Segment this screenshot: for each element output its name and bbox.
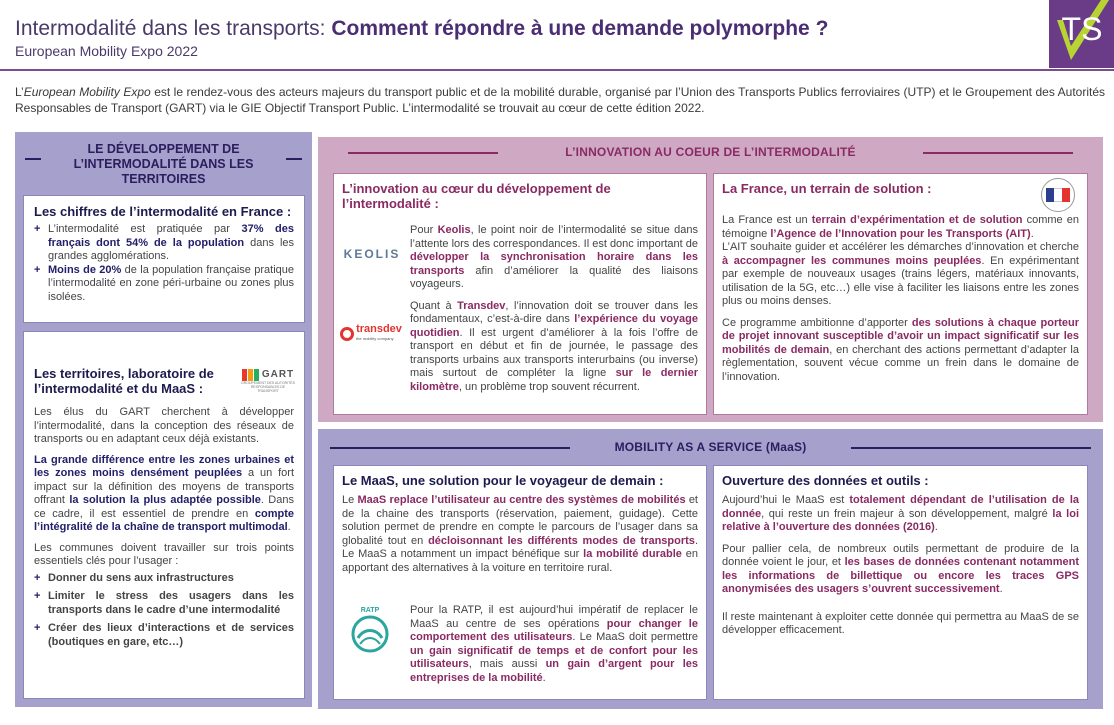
point-2: + Limiter le stress des usagers dans les transports dans le cadre d’une intermodalité [34,590,294,617]
intro-paragraph: L’European Mobility Expo est le rendez-vous des acteurs majeurs du transport public et de la mobilité durable, organisé par l’Union des Transports Publics ferroviaires (UTP) et le Groupement des Autorités Responsables de Transport (GART) via le GIE Objectif Transport Public. L’intermodalité se trouvait au cœur de cette édition 2022. [15,85,1105,115]
heading-dash-left [25,158,41,160]
point-1: + Donner du sens aux infrastructures [34,572,294,586]
points-list [34,572,294,650]
donnees-p3: Il reste maintenant à exploiter cette donnée qui permettra au MaaS de se développer efficacement. [722,610,1079,636]
chiffres-card [23,195,305,323]
point-3: + Créer des lieux d’interactions et de services (boutiques en gare, etc…) [34,622,294,649]
donnees-title: Ouverture des données et outils : [722,473,929,488]
ratp-icon [350,614,390,654]
ts-logo [1049,0,1114,68]
donnees-card [713,465,1088,700]
france-p3: Ce programme ambitionne d’apporter des solutions à chaque porteur de projet innovant susceptible d’avoir un impact significatif sur les mobilités de demain, en cherchant des actions permettant d’adapter la règlementation, souvent vécue comme un frein dans le domaine de l’innovation. [722,316,1079,383]
keolis-paragraph: Pour Keolis, le point noir de l’intermodalité se situe dans l’attente lors des correspondances. Il est donc important de développer la synchronisation horaire dans les transports afin d’améliorer la qualité des liaisons voyageurs. [410,224,698,290]
heading-dash-right [286,158,302,160]
chiffres-title: Les chiffres de l’intermodalité en France : [34,204,292,219]
maas-solution-title: Le MaaS, une solution pour le voyageur de demain : [342,473,664,488]
france-p1: La France est un terrain d’expérimentation et de solution comme en témoigne l’Agence de l’Innovation pour les Transports (AIT). [722,214,1079,240]
donnees-p1: Aujourd’hui le MaaS est totalement dépendant de l’utilisation de la donnée, qui reste un frein majeur à son développement, malgré la loi relative à l’ouverture des données (2016). [722,494,1080,533]
transdev-paragraph: Quant à Transdev, l’innovation doit se trouver dans les fondamentaux, c’est-à-dire dans l’expérience du voyage quotidien. Il est urgent d’améliorer à la fois l’offre de transport en début et fin de journée, le passage des transports urbains aux transports interurbains (ou inverse) mais surtout de compléter la ligne sur le dernier kilomètre, un problème trop souvent récurrent. [410,299,698,393]
france-card [713,173,1088,415]
territoires-card [23,331,305,699]
territoires-title: Les territoires, laboratoire de l’intermodalité et du MaaS : [34,366,214,396]
territoires-p1: Les élus du GART cherchent à développer l’intermodalité, dans la conception des réseaux de transports ou en adaptant ceux déjà existants. [34,406,294,445]
chiffres-bullet-2: + Moins de 20% de la population française pratique l’intermodalité en zone péri-urbaine ou zones plus isolées. [34,264,294,305]
header-divider [0,69,1114,71]
territoires-panel [15,132,312,707]
france-p2: L’AIT souhaite guider et accélérer les démarches d’innovation et cherche à accompagner les communes moins peuplées. En expérimentant par exemple de nouveaux usages (trains légers, matériaux innovants, utilisation de la 5G, etc…) elle vise à faciliter les liaisons entre les zones plus ou moins denses. [722,241,1079,307]
maas-solution-p2: Pour la RATP, il est aujourd’hui impératif de replacer le MaaS au centre de ses opérations pour changer le comportement des utilisateurs. Le MaaS doit permettre un gain significatif de temps et de confort pour les utilisateurs, mais aussi un gain d’argent pour les entreprises de la mobilité. [410,604,699,684]
innovation-panel [318,137,1103,422]
keolis-logo: KEOLIS [343,247,401,261]
heading-rule-right [923,152,1073,154]
page-title: Intermodalité dans les transports: Comment répondre à une demande polymorphe ? [15,17,829,40]
chiffres-bullet-1: + L’intermodalité est pratiquée par 37% des français dont 54% de la population dans les grandes agglomérations. [34,223,294,264]
ait-logo [1041,178,1075,212]
territoires-heading: LE DÉVELOPPEMENT DE L’INTERMODALITÉ DANS LES TERRITOIRES [15,142,312,187]
innovation-card [333,173,707,415]
maas-solution-card [333,465,707,700]
france-card-title: La France, un terrain de solution : [722,181,932,196]
page-subtitle: European Mobility Expo 2022 [15,43,198,59]
heading-rule-left [348,152,498,154]
innovation-card-title: L’innovation au cœur du développement de l’intermodalité : [342,181,611,211]
maas-solution-p1: Le MaaS replace l’utilisateur au centre des systèmes de mobilités et de la chaine des transports (réservation, paiement, guidage). Cette solution permet de prendre en compte le parcours de l’usager dans sa globalité tout en décloisonnant les différents modes de transports. Le MaaS a notamment un impact bénéfique sur la mobilité durable en apportant des alternatives à la voiture en territoire rural. [342,494,699,574]
heading-rule-right [851,447,1091,449]
ratp-logo: RATP [348,604,392,656]
svg-text:TS: TS [1061,11,1103,47]
gart-logo: GART GROUPEMENT DES AUTORITÉS RESPONSABLES DE TRANSPORT [241,369,295,393]
territoires-p3: Les communes doivent travailler sur trois points essentiels clés pour l’usager : [34,541,294,567]
heading-rule-left [330,447,570,449]
maas-heading: MOBILITY AS A SERVICE (MaaS) [318,440,1103,454]
innovation-heading: L’INNOVATION AU COEUR DE L’INTERMODALITÉ [318,145,1103,159]
maas-panel [318,429,1103,709]
donnees-p2: Pour pallier cela, de nombreux outils permettant de produire de la donnée voient le jour, et les bases de données contenant notamment les informations de billettique ou encore les traces GPS anonymisées des usagers s’ouvrent successivement. [722,542,1079,595]
territoires-p2: La grande différence entre les zones urbaines et les zones moins densément peuplées a un fort impact sur la définition des moyens de transports offrant la solution la plus adaptée possible. Dans ce cadre, il est essentiel de prendre en compte l’intégralité de la chaîne de transport multimodal. [34,453,294,533]
transdev-logo: transdev the mobility company [336,322,406,346]
